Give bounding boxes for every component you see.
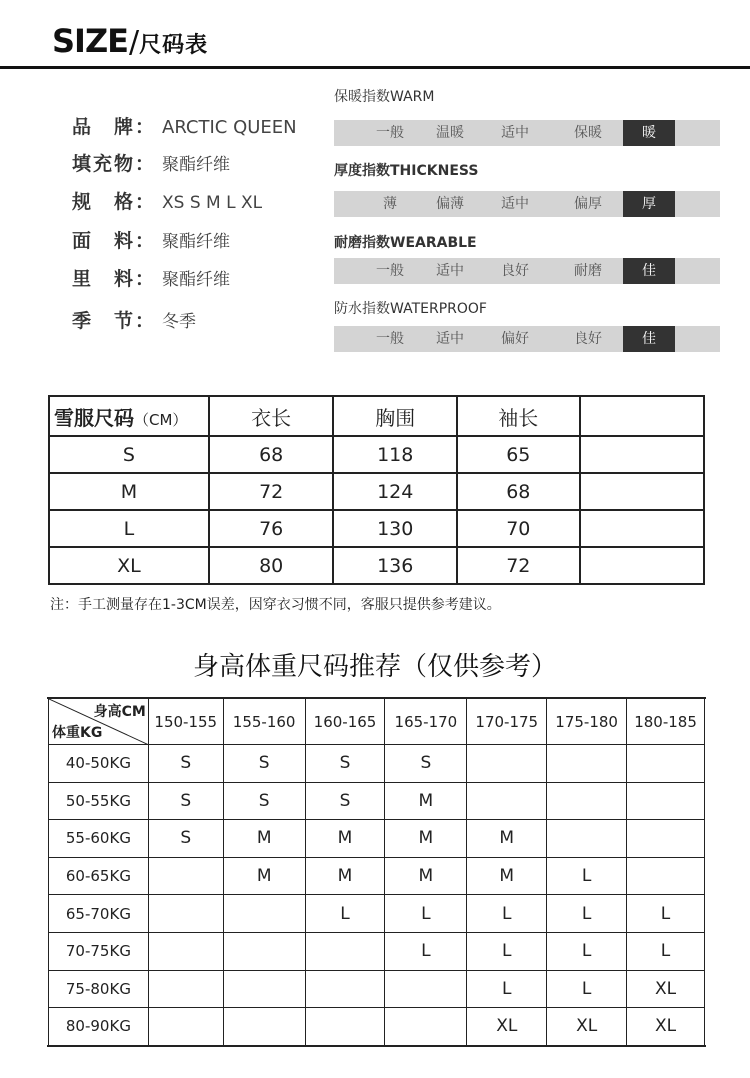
weight-label: 70-75KG xyxy=(49,932,149,970)
corner-header-cell xyxy=(49,699,149,745)
rating-option: 一般 xyxy=(376,331,404,347)
spec-key: 填充物： xyxy=(72,153,157,175)
rating-bar-warm xyxy=(334,120,720,146)
size-cell xyxy=(305,1008,385,1046)
size-cell: M xyxy=(223,820,305,858)
size-cell: M xyxy=(385,857,467,895)
size-header-unit: （CM） xyxy=(134,410,188,429)
size-cell xyxy=(148,970,223,1008)
corner-weight-label: 体重KG xyxy=(52,725,103,741)
rating-option: 适中 xyxy=(436,331,464,347)
table-cell: 72 xyxy=(457,547,580,584)
height-header: 165-170 xyxy=(385,699,467,745)
table-cell: 80 xyxy=(209,547,334,584)
table-cell: 65 xyxy=(457,436,580,473)
spec-value: 聚酯纤维 xyxy=(162,232,230,252)
spec-row-season xyxy=(72,306,196,333)
rating-option: 保暖 xyxy=(574,125,602,141)
height-header: 170-175 xyxy=(467,699,547,745)
height-header: 155-160 xyxy=(223,699,305,745)
rating-option-selected: 佳 xyxy=(623,258,675,284)
table-cell: L xyxy=(49,510,209,547)
table-cell: XL xyxy=(49,547,209,584)
size-cell: L xyxy=(627,932,705,970)
column-header: 衣长 xyxy=(209,396,334,436)
recommendation-title: 身高体重尺码推荐（仅供参考） xyxy=(192,652,557,682)
table-row xyxy=(49,970,705,1008)
size-cell: L xyxy=(547,857,627,895)
table-cell: 68 xyxy=(457,473,580,510)
rating-option: 薄 xyxy=(383,196,397,212)
size-cell xyxy=(223,1008,305,1046)
size-cell: L xyxy=(467,932,547,970)
rating-option: 偏好 xyxy=(501,331,529,347)
rating-label-wearable: 耐磨指数WEARABLE xyxy=(334,235,477,251)
spec-value: XS S M L XL xyxy=(162,193,263,213)
weight-label: 40-50KG xyxy=(49,745,149,783)
size-cell xyxy=(385,970,467,1008)
size-cell xyxy=(385,1008,467,1046)
size-header-title: 雪服尺码 xyxy=(54,405,134,430)
spec-row-brand xyxy=(72,112,297,139)
rating-option: 耐磨 xyxy=(574,263,602,279)
spec-value: ARCTIC QUEEN xyxy=(162,117,297,138)
size-cell xyxy=(223,970,305,1008)
rating-bar-wearable xyxy=(334,258,720,284)
size-cell: S xyxy=(223,782,305,820)
table-cell: 124 xyxy=(333,473,457,510)
rating-bar-thickness xyxy=(334,191,720,217)
rating-option: 适中 xyxy=(501,196,529,212)
recommendation-table xyxy=(48,698,705,1046)
rating-bar-waterproof xyxy=(334,326,720,352)
table-row xyxy=(49,745,705,783)
size-cell xyxy=(627,782,705,820)
size-cell xyxy=(467,782,547,820)
rating-label-thickness: 厚度指数THICKNESS xyxy=(334,163,479,179)
size-cell xyxy=(627,857,705,895)
spec-row-shell xyxy=(72,226,230,253)
size-cell: L xyxy=(547,895,627,933)
size-cell: S xyxy=(223,745,305,783)
height-header: 150-155 xyxy=(148,699,223,745)
column-header: 胸围 xyxy=(333,396,457,436)
table-cell xyxy=(580,473,704,510)
size-cell: S xyxy=(148,820,223,858)
size-cell xyxy=(627,745,705,783)
table-row xyxy=(49,436,704,473)
size-cell: M xyxy=(385,782,467,820)
table-cell: 76 xyxy=(209,510,334,547)
page-title xyxy=(52,22,208,60)
page-header xyxy=(0,0,750,70)
size-cell xyxy=(627,820,705,858)
size-cell xyxy=(547,745,627,783)
rating-option-selected: 佳 xyxy=(623,326,675,352)
table-header-row xyxy=(49,699,705,745)
measurement-note: 注：手工测量存在1-3CM误差，因穿衣习惯不同，客服只提供参考建议。 xyxy=(50,597,501,613)
table-row xyxy=(49,510,704,547)
size-cell: L xyxy=(467,970,547,1008)
spec-value: 冬季 xyxy=(162,312,196,332)
table-cell xyxy=(580,510,704,547)
rating-label-waterproof: 防水指数WATERPROOF xyxy=(334,301,487,317)
size-cell: XL xyxy=(627,970,705,1008)
title-sub: 尺码表 xyxy=(139,33,209,58)
rating-option: 偏厚 xyxy=(574,196,602,212)
size-cell: S xyxy=(305,782,385,820)
table-row xyxy=(49,782,705,820)
rating-option-selected: 暖 xyxy=(623,120,675,146)
size-cell: M xyxy=(305,820,385,858)
spec-value: 聚酯纤维 xyxy=(162,270,230,290)
size-cell: M xyxy=(223,857,305,895)
size-cell: L xyxy=(547,932,627,970)
weight-label: 80-90KG xyxy=(49,1008,149,1046)
rating-option: 良好 xyxy=(574,331,602,347)
spec-row-filling xyxy=(72,149,230,176)
size-cell xyxy=(305,970,385,1008)
table-cell xyxy=(580,436,704,473)
weight-label: 55-60KG xyxy=(49,820,149,858)
size-cell xyxy=(148,1008,223,1046)
title-main: SIZE xyxy=(52,22,129,60)
size-cell: L xyxy=(385,895,467,933)
size-cell xyxy=(547,820,627,858)
rating-option: 良好 xyxy=(501,263,529,279)
rating-option: 适中 xyxy=(501,125,529,141)
column-header xyxy=(580,396,704,436)
spec-key: 规 格： xyxy=(72,191,157,213)
size-cell: L xyxy=(305,895,385,933)
size-header-cell xyxy=(49,396,209,436)
weight-label: 65-70KG xyxy=(49,895,149,933)
rating-option-selected: 厚 xyxy=(623,191,675,217)
spec-row-sizes xyxy=(72,187,262,214)
rating-option: 偏薄 xyxy=(436,196,464,212)
size-cell: S xyxy=(148,782,223,820)
size-cell xyxy=(223,932,305,970)
size-cell: M xyxy=(467,857,547,895)
height-header: 175-180 xyxy=(547,699,627,745)
table-row xyxy=(49,547,704,584)
weight-label: 75-80KG xyxy=(49,970,149,1008)
size-cell: M xyxy=(305,857,385,895)
rating-option: 适中 xyxy=(436,263,464,279)
size-cell: L xyxy=(467,895,547,933)
size-cell xyxy=(148,857,223,895)
column-header: 袖长 xyxy=(457,396,580,436)
table-cell: S xyxy=(49,436,209,473)
spec-key: 季 节： xyxy=(72,310,157,332)
size-cell: XL xyxy=(467,1008,547,1046)
table-cell: 72 xyxy=(209,473,334,510)
table-cell: 136 xyxy=(333,547,457,584)
table-header-row xyxy=(49,396,704,436)
table-row xyxy=(49,895,705,933)
size-cell: S xyxy=(305,745,385,783)
corner-height-label: 身高CM xyxy=(93,704,146,720)
table-row xyxy=(49,857,705,895)
size-cell: S xyxy=(385,745,467,783)
size-cell: XL xyxy=(547,1008,627,1046)
spec-row-lining xyxy=(72,264,230,291)
table-cell: 68 xyxy=(209,436,334,473)
size-chart-table xyxy=(48,395,705,585)
size-cell: M xyxy=(467,820,547,858)
size-cell: L xyxy=(385,932,467,970)
weight-label: 60-65KG xyxy=(49,857,149,895)
height-header: 160-165 xyxy=(305,699,385,745)
size-cell: S xyxy=(148,745,223,783)
title-slash: / xyxy=(129,25,139,60)
rating-option: 一般 xyxy=(376,263,404,279)
table-row xyxy=(49,473,704,510)
rating-label-warm: 保暖指数WARM xyxy=(334,89,435,105)
size-cell xyxy=(547,782,627,820)
rating-option: 一般 xyxy=(376,125,404,141)
size-cell xyxy=(148,895,223,933)
size-cell: XL xyxy=(627,1008,705,1046)
table-row xyxy=(49,1008,705,1046)
table-cell: 70 xyxy=(457,510,580,547)
table-cell: 130 xyxy=(333,510,457,547)
table-cell: 118 xyxy=(333,436,457,473)
height-header: 180-185 xyxy=(627,699,705,745)
size-cell xyxy=(223,895,305,933)
spec-key: 面 料： xyxy=(72,230,157,252)
table-cell xyxy=(580,547,704,584)
size-cell xyxy=(305,932,385,970)
header-divider xyxy=(0,66,750,69)
table-cell: M xyxy=(49,473,209,510)
spec-key: 里 料： xyxy=(72,268,157,290)
size-cell xyxy=(467,745,547,783)
size-cell: L xyxy=(627,895,705,933)
table-row xyxy=(49,820,705,858)
spec-key: 品 牌： xyxy=(72,116,157,138)
rating-option: 温暖 xyxy=(436,125,464,141)
size-cell: L xyxy=(547,970,627,1008)
weight-label: 50-55KG xyxy=(49,782,149,820)
spec-value: 聚酯纤维 xyxy=(162,155,230,175)
size-cell xyxy=(148,932,223,970)
table-row xyxy=(49,932,705,970)
size-cell: M xyxy=(385,820,467,858)
